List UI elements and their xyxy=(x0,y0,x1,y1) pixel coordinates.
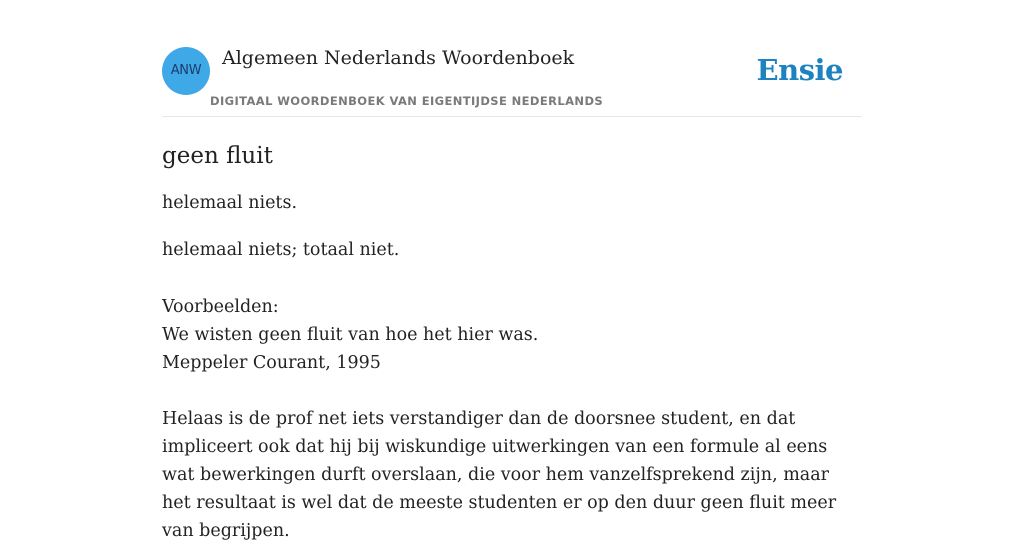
page xyxy=(162,0,862,545)
site-title[interactable]: Algemeen Nederlands Woordenboek xyxy=(222,47,575,69)
anw-logo[interactable]: ANW xyxy=(162,47,210,95)
example-quote: Helaas is de prof net iets verstandiger dan de doorsnee student, en dat impliceert ook dat hij bij wiskundige uitwerkingen van een formule al eens wat bewerkingen durft overslaan, die voor hem vanzelfsprekend zijn, maar het resultaat is wel dat de meeste studenten er op den duur geen fluit meer van begrijpen. xyxy=(162,409,837,541)
entry-headword: geen fluit xyxy=(162,143,273,169)
site-header xyxy=(162,46,862,117)
entry-content xyxy=(162,117,862,545)
long-definition: helemaal niets; totaal niet. xyxy=(162,240,400,260)
examples-label: Voorbeelden: xyxy=(162,297,279,317)
examples-section xyxy=(162,293,862,377)
example-source: Meppeler Courant, 1995 xyxy=(162,353,381,373)
ensie-brand-link[interactable]: Ensie xyxy=(756,53,843,87)
site-subtitle: DIGITAAL WOORDENBOEK VAN EIGENTIJDSE NEDERLANDS xyxy=(210,94,604,108)
example-sentence: We wisten geen fluit van hoe het hier was. xyxy=(162,325,539,345)
short-definition: helemaal niets. xyxy=(162,193,298,213)
